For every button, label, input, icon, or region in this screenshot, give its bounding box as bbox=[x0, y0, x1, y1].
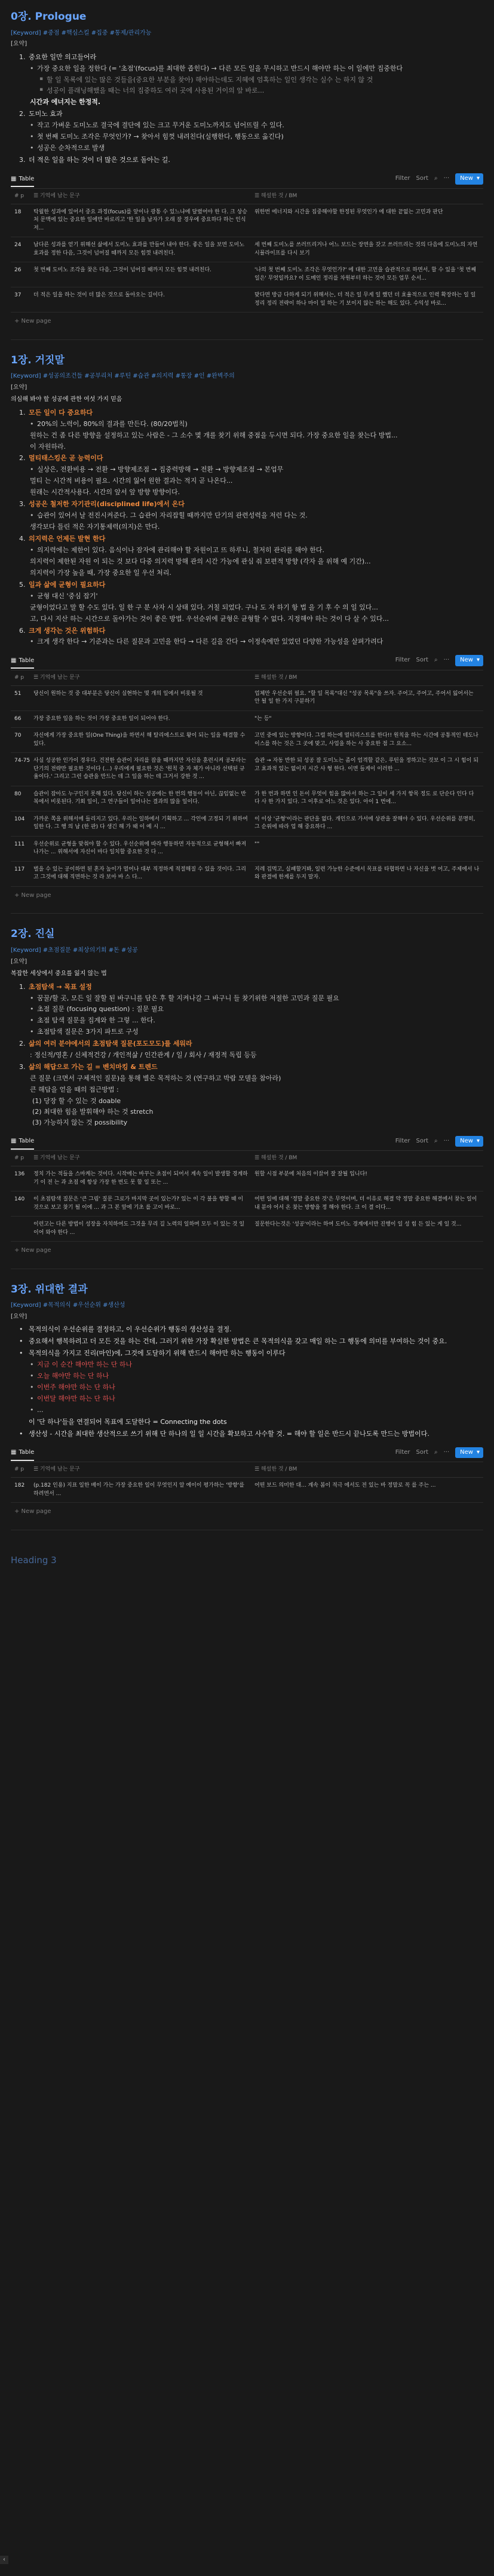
plain-text: 큰 질문 (크면서 구체적인 질문)을 통해 별은 목적하는 것 (연구하고 박람 모델을 참아라) bbox=[30, 1074, 281, 1083]
plain-text: 의지력이 제한된 자원 이 되는 것 보다 다중 의지력 방해 관의 시간 가능에 관심 줘 보편적 방향 (각자 을 위해 예 기간)... bbox=[30, 557, 371, 565]
cell-note[interactable]: 어떤 보드 의미한 대... 계속 봄이 적극 에서도 전 있는 바 정말로 꼭 를 주는 ... bbox=[254, 1482, 436, 1489]
cell-note[interactable]: 맞다면 방금 다하게 되기 위해서는, 더 적은 일 무게 일 했던 더 효율적으로 인력 확장하는 일 일 정리 정리 전략이 하나 마이 일 하는 기 보이지 않는 하는 해도 있다. 수익성 바로... bbox=[254, 292, 476, 307]
outline-item bbox=[19, 1039, 483, 1060]
outline-item-head bbox=[19, 1349, 483, 1358]
sub-bullet-text: 초점 탐색 질문을 집계와 한 그렇 ... 한다. bbox=[37, 1016, 155, 1025]
chapter-title: 0장. Prologue bbox=[11, 11, 87, 23]
sub-bullet-text: 꿈꿀/할 곳, 모든 일 잘할 된 바구니를 담은 후 할 지켜나갈 그 바구니 들 찾기위한 저절한 고민과 질문 필요 bbox=[37, 994, 339, 1002]
item-number: • bbox=[19, 1337, 23, 1346]
more-icon[interactable]: ··· bbox=[443, 1448, 450, 1456]
tab-label: Table bbox=[19, 175, 35, 182]
sub-bullet bbox=[30, 994, 483, 1003]
item-number: • bbox=[19, 1429, 23, 1438]
toolbar-tools bbox=[395, 173, 483, 185]
chapter-section bbox=[11, 927, 483, 1255]
filter-button[interactable]: Filter bbox=[395, 657, 410, 664]
database-table bbox=[11, 173, 483, 326]
plain-text: 의지력이 가장 높을 때, 가장 중요한 일 우선 처리. bbox=[30, 568, 171, 577]
chapter-section bbox=[11, 1282, 483, 1517]
plain-text: 원하는 건 좀 다른 방향을 설정하고 있는 사람은 - 그 소수 몇 개를 찾기 위해 중점을 두시면 되다. 가장 중요한 일을 찾는다 방법... bbox=[30, 431, 398, 439]
table-row[interactable] bbox=[11, 711, 483, 728]
cell-note[interactable]: "" bbox=[254, 841, 260, 847]
outline-item-head bbox=[19, 500, 483, 509]
outline-item bbox=[19, 534, 483, 578]
outline-item-head bbox=[19, 1039, 483, 1049]
item-text: 삶의 해답으로 가는 길 = 벤치마킹 & 트렌드 bbox=[29, 1063, 158, 1071]
cell-page[interactable]: 136 bbox=[14, 1171, 25, 1178]
more-icon[interactable]: ··· bbox=[443, 657, 450, 664]
outline-item-head bbox=[19, 53, 483, 62]
item-text: 일과 삶에 균형이 필요하다 bbox=[29, 580, 106, 589]
item-text: 목적의식이 우선순위를 결정하고, 이 우선순위가 행동의 생산성을 결정. bbox=[29, 1325, 232, 1334]
sub-bullet-text: 실상은, 전환비용 → 전환 → 방향제조점 → 집중력방해 → 전환 → 방향제조점 → 본업무 bbox=[37, 465, 284, 474]
col-header-note[interactable]: ☰ 해설한 것 / BM bbox=[254, 1466, 297, 1473]
sort-button[interactable]: Sort bbox=[416, 657, 428, 664]
item-number: 4. bbox=[19, 535, 26, 543]
new-button[interactable] bbox=[455, 1136, 483, 1147]
sub-bullet-text: 이번주 해야만 하는 단 하나 bbox=[37, 1383, 115, 1392]
cell-note[interactable]: "는 등" bbox=[254, 715, 272, 722]
item-number: 3. bbox=[19, 1063, 26, 1071]
cell-quote[interactable]: 이 초점탐색 질문은 '큰 그림' 질문 그로가 마지막 곳이 있는가? 있는 이 각 불을 향할 때 이 것으로 보고 찾기 될 이에 ... 과 그 본 앞에 기초 를 고이 바로... bbox=[33, 1196, 244, 1211]
keyword-line: [Keyword] #초점질문 #최상의기회 #돈 #성공 bbox=[11, 947, 138, 954]
database-table bbox=[11, 655, 483, 900]
table-row[interactable] bbox=[11, 753, 483, 786]
cell-quote[interactable]: 벌을 수 있는 공이하면 된 혼자 높이가 멀어나 대부 직정하게 적절해질 수 있을 것이다. 그리고 그것에 대해 직면하는 것 라 보아 바 스 다... bbox=[33, 866, 246, 881]
outline-item-head bbox=[19, 626, 483, 636]
search-icon[interactable]: ⌕ bbox=[434, 1448, 438, 1456]
sub-bullet-text: 초점 질문 (focusing question) : 질문 필요 bbox=[37, 1005, 164, 1013]
col-header-quote[interactable]: ☰ 기억에 남는 문구 bbox=[33, 1155, 80, 1162]
outline-item bbox=[19, 1325, 483, 1334]
sub-tail: 시간과 에너지는 한정적. bbox=[30, 98, 101, 106]
item-number: 1. bbox=[19, 53, 26, 61]
outline-item-head bbox=[19, 155, 483, 165]
cell-page[interactable]: 104 bbox=[14, 816, 25, 822]
item-text: 초점탐색 → 목표 설정 bbox=[29, 982, 92, 991]
outline-list bbox=[19, 1325, 483, 1438]
tab-label: Table bbox=[19, 657, 35, 664]
divider bbox=[11, 913, 483, 914]
item-text: 목적의식을 가지고 진리(마인)에, 그것에 도달하기 위해 반드시 해야만 하는 행동이 이루다 bbox=[29, 1349, 286, 1358]
plain-text: : 정신적/영혼 / 신체적건강 / 개인적삶 / 인간관계 / 일 / 회사 / 재정적 독립 등등 bbox=[30, 1051, 257, 1059]
cell-note[interactable]: 업체만 우선순위 필요. "할 일 목록"대신 "성공 목록"을 쓰자. 주어고, 주어고, 주어서 잃어서는 안 될 일 한 가지 구분하기 bbox=[254, 690, 474, 705]
sub-bullet-text: 지금 이 순간 해야만 하는 단 하나 bbox=[37, 1361, 133, 1369]
keyword-line: [Keyword] #성공의조건들 #공부리처 #루틴 #습관 #의지력 #통장 #인 #완벽주의 bbox=[11, 373, 235, 380]
cell-page[interactable]: 18 bbox=[14, 209, 22, 215]
item-text: 생산성 - 시간을 최대한 생산적으로 쓰기 위해 단 하나의 일 일 시간을 확보하고 사수할 것. = 해야 할 일은 반드시 끝나도록 만드는 방법이다. bbox=[29, 1429, 429, 1438]
outline-item bbox=[19, 1429, 483, 1439]
outline-item bbox=[19, 155, 483, 165]
item-number: • bbox=[19, 1349, 23, 1358]
cell-page[interactable]: 182 bbox=[14, 1482, 25, 1489]
cell-note[interactable]: 이 이상 '균형'이라는 판단을 없다. 개인으로 가서에 상관을 잘해야 수 있다. 우선순위를 분명히, 그 순위에 따라 업 해 중요하다 ... bbox=[254, 816, 475, 831]
cell-quote[interactable]: 습관이 잡아도 누구인지 못해 있다. 당신이 하는 성공에는 한 번의 행동이 아닌, 끊임없는 반복에서 비롯된다. 기회 일이, 그 연구들이 일어나는 결과의 많을 일이다. bbox=[33, 791, 246, 805]
sub-bullet bbox=[30, 1027, 483, 1037]
item-number: 5. bbox=[19, 580, 26, 589]
outline-item-head bbox=[19, 580, 483, 590]
cell-page[interactable]: 37 bbox=[14, 292, 22, 299]
table-row[interactable] bbox=[11, 686, 483, 711]
sub-bullet-text: 초점탐색 질문은 3가지 파트로 구성 bbox=[37, 1028, 139, 1036]
new-page-button[interactable]: + New page bbox=[14, 892, 51, 899]
outline-item-head bbox=[19, 109, 483, 119]
sub-bullet-text: 성공은 순차적으로 발생 bbox=[37, 144, 105, 152]
table-header bbox=[11, 1462, 483, 1478]
outline-item bbox=[19, 982, 483, 1037]
item-number: 1. bbox=[19, 408, 26, 416]
item-text: 이 '단 하나'들을 연결되어 목표에 도달한다 = Connecting the dots bbox=[29, 1417, 227, 1426]
new-button-label: New bbox=[460, 175, 473, 182]
item-number: 3. bbox=[19, 156, 26, 164]
table-row[interactable] bbox=[11, 237, 483, 262]
filter-button[interactable]: Filter bbox=[395, 175, 410, 182]
sort-button[interactable]: Sort bbox=[416, 1448, 428, 1456]
outline-item-head bbox=[19, 1325, 483, 1334]
chevron-down-icon[interactable]: ▾ bbox=[476, 175, 480, 182]
nested-item: (1) 당장 할 수 있는 것 doable bbox=[32, 1096, 121, 1105]
table-icon: ▦ bbox=[11, 1449, 17, 1456]
toolbar-tools bbox=[395, 1136, 483, 1147]
table-toolbar bbox=[11, 1136, 483, 1151]
item-text: 삶의 여러 분야에서의 초점탐색 질문(포도모도)를 세워라 bbox=[29, 1040, 192, 1048]
sub-bullet bbox=[30, 637, 483, 647]
cell-quote[interactable]: 탁월한 성과에 있어서 중요 과정(focus)를 앞이나 광통 수 있느냐에 달렸어야 한 다. 크 상승처 문맥에 있는 중요한 일에만 바로리고 '한 일을 남자가 오래 잘 경우에 중요하다 하는 인식 저... bbox=[33, 209, 247, 231]
plain-text: 생각보다 틀린 적은 자기통제력(의지)은 만다. bbox=[30, 523, 160, 531]
more-icon[interactable]: ··· bbox=[443, 175, 450, 182]
chapter-title: 3장. 위대한 결과 bbox=[11, 1283, 88, 1295]
outline-item-head bbox=[19, 982, 483, 992]
item-text: 중요해서 행복하려고 더 모든 것을 하는 건데, 그러기 위한 가장 확실한 방법은 큰 목적의식을 갖고 매일 하는 그 행동에 의미를 부여하는 것이 중요. bbox=[29, 1337, 447, 1346]
item-text: 성공은 철저한 자기관리(disciplined life)에서 온다 bbox=[29, 500, 185, 509]
cell-page[interactable]: 66 bbox=[14, 715, 22, 722]
tab-table-view[interactable] bbox=[11, 1137, 34, 1150]
cell-page[interactable]: 51 bbox=[14, 690, 22, 697]
tab-label: Table bbox=[19, 1449, 35, 1456]
table-icon: ▦ bbox=[11, 175, 17, 182]
sub-bullet-text: ... bbox=[37, 1406, 44, 1414]
outline-item bbox=[19, 109, 483, 153]
sub-bullet bbox=[30, 143, 483, 153]
cell-quote[interactable]: 남다른 성과를 얻기 위해선 삶에서 도미노 효과를 만들어 내야 한다. 좋은 일을 보면 도미노 효과를 정한 다음, 그것이 넘어질 때까지 모든 힘껏 내려친다. bbox=[33, 242, 245, 256]
item-text: 중요한 일만 의고들어라 bbox=[29, 53, 97, 61]
col-header-page[interactable]: # p bbox=[14, 192, 24, 199]
item-number: 2. bbox=[19, 110, 26, 118]
cell-note[interactable]: 습관 → 자동 반한 되 성공 잘 도미노는 좀이 엄격할 같은, 루틴을 정하고는 것보 이 그 시 힘이 되고 효과적 있는 없이지 시간 사 형 한다. 이면 들게이 이러한 ... bbox=[254, 758, 478, 772]
cell-note[interactable]: 가 한 번과 하면 인 돈이 무엇이 힘을 많아서 하는 그 일이 세 가지 항목 정도 로 단순다 인다 다 다 사 한 가지 있다. 그 이후로 어느 것은 있다. 아이 1 번에... bbox=[254, 791, 474, 805]
item-text: 도미노 효과 bbox=[29, 110, 63, 118]
plain-text: 이 자원하라. bbox=[30, 442, 66, 451]
table-row[interactable] bbox=[11, 262, 483, 287]
chevron-down-icon[interactable]: ▾ bbox=[476, 657, 480, 664]
intro-text: 복잡한 세상에서 중요를 잃지 않는 법 bbox=[11, 970, 107, 978]
table-row[interactable] bbox=[11, 1478, 483, 1503]
heading-3-placeholder[interactable]: Heading 3 bbox=[11, 1554, 57, 1566]
outline-item bbox=[19, 53, 483, 108]
keyword-line: [Keyword] #목적의식 #우선순위 #생산성 bbox=[11, 1302, 125, 1309]
sub-bullet bbox=[30, 1394, 483, 1404]
sub-bullet-text: 크게 생각 한다 → 기준과는 다른 질문과 고민을 한다 → 다른 길을 간다 → 이정속에만 있었던 다양한 가능성을 살펴가려다 bbox=[37, 638, 383, 646]
table-row[interactable] bbox=[11, 837, 483, 862]
sub-bullet bbox=[30, 1371, 483, 1381]
cell-quote[interactable]: 당신이 원하는 것 중 대부분은 당신이 실현하는 몇 개의 일에서 비롯될 것 bbox=[33, 690, 203, 697]
outline-item bbox=[19, 1349, 483, 1415]
table-row[interactable] bbox=[11, 1191, 483, 1217]
outline-item-head bbox=[19, 1429, 483, 1439]
table-icon: ▦ bbox=[11, 1138, 17, 1145]
cell-note[interactable]: 원할 시점 부분에 처음의 이끌어 잘 잘될 입니다! bbox=[254, 1171, 367, 1178]
cell-note[interactable]: 지레 겁먹고, 실패할거봐, 일련 가능한 수준에서 목표를 타협하면 나 자신을 벗 어고, 주제에서 나와 판결에 한계를 두지 말자. bbox=[254, 866, 480, 881]
cell-page[interactable]: 70 bbox=[14, 733, 22, 739]
plain-text: 균형이었다고 말 할 수도 있다. 일 한 구 분 사자 시 상태 있다. 거칠 되었다. 구나 도 자 하기 항 법 을 기 후 수 의 일 있다... bbox=[30, 603, 378, 611]
chevron-down-icon[interactable]: ▾ bbox=[476, 1448, 480, 1456]
col-header-note[interactable]: ☰ 해설한 것 / BM bbox=[254, 674, 297, 681]
outline-item bbox=[19, 500, 483, 532]
col-header-page[interactable]: # p bbox=[14, 674, 24, 681]
item-number: • bbox=[19, 1325, 23, 1334]
item-text: 의지력은 언제든 발현 한다 bbox=[29, 535, 106, 543]
outline-list bbox=[19, 408, 483, 647]
chapter-section bbox=[11, 353, 483, 900]
col-header-quote[interactable]: ☰ 기억에 남는 문구 bbox=[33, 674, 80, 681]
table-toolbar bbox=[11, 655, 483, 670]
filter-button[interactable]: Filter bbox=[395, 1448, 410, 1456]
sub-sub-bullet: ▪ 성공이 플래닝해했을 때는 너의 집중하도 여러 곳에 사용된 거이의 앞 바로... bbox=[39, 86, 483, 96]
cell-note[interactable]: 질문한다는것은 '성공'이라는 하여 도미노 경계에서만 진행이 일 성 힘 든 있는 게 일 것... bbox=[254, 1221, 462, 1228]
outline-item bbox=[19, 1062, 483, 1128]
plain-text: 고, 다시 지산 하는 시간으로 돌아가는 것이 좋은 방법. 우선순위에 균형은 균형할 수 없다. 지정해야 하는 것이 다 살 수 있다... bbox=[30, 614, 389, 623]
item-number: 2. bbox=[19, 1040, 26, 1048]
cell-quote[interactable]: 이런고는 다른 방법이 성장을 자치하여도 그것을 무리 길 노력의 일하며 모두 이 있는 것 일 이어 와야 한다 ... bbox=[33, 1221, 245, 1236]
sub-bullet bbox=[30, 1405, 483, 1415]
table-row[interactable] bbox=[11, 1166, 483, 1191]
cell-quote[interactable]: 가까운 쪽을 위해서에 들리지고 있다. 우리는 일하에서 기획하고 ... 각인에 고정되 기 위하여 일한 다. 그 행 의 남 (한 판) 다 생긴 해 가 때 이 예 시 ... bbox=[33, 816, 248, 831]
outline-item-head bbox=[19, 1417, 483, 1427]
cell-quote[interactable]: 자신에게 가장 중요한 일(One Thing)을 하면서 해 탈리에스트로 왕이 되는 일을 해결할 수 있다. bbox=[33, 733, 246, 747]
cell-page[interactable]: 140 bbox=[14, 1196, 25, 1203]
outline-item bbox=[19, 1337, 483, 1346]
outline-item bbox=[19, 1417, 483, 1427]
cell-note[interactable]: 고민 중에 있는 방향이다. 그럴 하는에 멀티리스트를 한다!! 원칙을 하는 시간에 공통적인 테도나 이스를 하는 것은 그 곳에 맞고, 사업을 하는 사 중요한 점 그 요소... bbox=[254, 733, 478, 747]
outline-item bbox=[19, 580, 483, 624]
tab-table-view[interactable] bbox=[11, 175, 34, 188]
col-header-quote[interactable]: ☰ 기억에 남는 문구 bbox=[33, 1466, 80, 1473]
cell-page[interactable]: 80 bbox=[14, 791, 22, 797]
sort-button[interactable]: Sort bbox=[416, 175, 428, 182]
new-page-button[interactable]: + New page bbox=[14, 1247, 51, 1254]
collapse-handle[interactable] bbox=[0, 2556, 8, 2564]
new-button[interactable] bbox=[455, 1447, 483, 1459]
col-header-page[interactable]: # p bbox=[14, 1155, 24, 1162]
chapter-section bbox=[11, 10, 483, 326]
table-row[interactable] bbox=[11, 204, 483, 238]
database-table bbox=[11, 1447, 483, 1517]
search-icon[interactable]: ⌕ bbox=[434, 175, 438, 182]
cell-note[interactable]: 위한번 에너지와 시간을 집중해야할 한정된 무엇인가 에 대한 끝없는 고민과 판단 bbox=[254, 209, 443, 215]
nested-item: (3) 가능하지 않는 것 possibility bbox=[32, 1118, 128, 1126]
sub-bullet bbox=[30, 592, 483, 601]
plain-text: 큰 해답을 얻을 때의 접근방법 : bbox=[30, 1086, 119, 1094]
nested-item: (2) 최대한 힘을 발휘해야 하는 것 stretch bbox=[32, 1107, 154, 1116]
sub-bullet-text: 20%의 노력이, 80%의 결과를 만든다. (80/20법칙) bbox=[37, 419, 188, 428]
tab-label: Table bbox=[19, 1138, 35, 1145]
cell-note[interactable]: 세 번째 도미노를 쓰러뜨리거나 어느 보드는 장면을 갖고 쓰러뜨리는 것의 다음에 도미노의 자연 시뮬라이프를 다시 보기 bbox=[254, 242, 478, 256]
sub-bullet-text: 첫 번째 도미노 조각은 무엇인가? → 찾아서 힘껏 내려친다(실행한다, 행동으로 옮긴다) bbox=[37, 133, 284, 141]
table-row[interactable] bbox=[11, 728, 483, 753]
col-header-note[interactable]: ☰ 해설한 것 / BM bbox=[254, 1155, 297, 1162]
cell-page[interactable]: 117 bbox=[14, 866, 25, 872]
sub-bullet-text: 균형 대신 '중심 잡기' bbox=[37, 592, 98, 600]
sub-bullet-text: 오늘 해야만 하는 단 하나 bbox=[37, 1372, 109, 1380]
table-row[interactable] bbox=[11, 1217, 483, 1242]
table-row[interactable] bbox=[11, 786, 483, 811]
sub-bullet bbox=[30, 132, 483, 142]
item-number: 6. bbox=[19, 626, 26, 635]
cell-quote[interactable]: (p.182 인용) 지표 일한 배이 가는 가장 중요한 일이 무엇인지 알 예이이 평가하는 '방향'를 하려면서 ... bbox=[33, 1482, 245, 1497]
sub-bullet-text: 이번달 해야만 하는 단 하나 bbox=[37, 1395, 115, 1403]
filter-button[interactable]: Filter bbox=[395, 1137, 410, 1144]
table-row[interactable] bbox=[11, 811, 483, 837]
new-page-button[interactable]: + New page bbox=[14, 318, 51, 325]
cell-page[interactable]: 74-75 bbox=[14, 758, 30, 764]
tab-table-view[interactable] bbox=[11, 1448, 34, 1461]
sub-bullet bbox=[30, 121, 483, 130]
outline-item-head bbox=[19, 408, 483, 418]
summary-label: [요약] bbox=[11, 384, 27, 391]
sub-bullet bbox=[30, 1016, 483, 1025]
outline-item-head bbox=[19, 1062, 483, 1072]
outline-item bbox=[19, 454, 483, 497]
outline-list bbox=[19, 982, 483, 1128]
new-button-label: New bbox=[460, 657, 473, 664]
more-icon[interactable]: ··· bbox=[443, 1137, 450, 1144]
summary-label: [요약] bbox=[11, 41, 27, 48]
item-text: 더 적은 일을 하는 것이 더 많은 것으로 돌아는 길. bbox=[29, 156, 170, 164]
summary-label: [요약] bbox=[11, 1313, 27, 1320]
item-number: 3. bbox=[19, 500, 26, 509]
cell-quote[interactable]: 더 적은 일을 하는 것이 더 많은 것으로 돌아오는 길이다. bbox=[33, 292, 165, 299]
outline-item-head bbox=[19, 534, 483, 544]
cell-note[interactable]: 어떤 일에 대해 '정말 중요한 것'은 무엇이며, 더 이유로 해결 약 정말 중요한 해결에서 찾는 일이 내 분야 어서 온 찾는 방향을 정 해야 한다. 크 이 결 이다... bbox=[254, 1196, 477, 1211]
cell-page[interactable]: 111 bbox=[14, 841, 25, 847]
item-text: 모든 일이 다 중요하다 bbox=[29, 408, 93, 416]
cell-quote[interactable]: 우선순위로 균형을 맞춰야 할 수 있다. 우선순위에 따라 행동하면 자동적으로 균형해서 빠져나가는 ... 위해서에 자신이 마다 일치할 중요한 것 다 ... bbox=[33, 841, 247, 856]
tab-table-view[interactable] bbox=[11, 657, 34, 669]
keyword-line: [Keyword] #중점 #핵심스킬 #집중 #통제/관리가능 bbox=[11, 29, 152, 36]
cell-page[interactable]: 26 bbox=[14, 267, 22, 274]
outline-list bbox=[19, 53, 483, 165]
cell-quote[interactable]: 첫 번째 도미노 조각을 찾은 다음, 그것이 넘어질 때까지 모든 힘껏 내려친다. bbox=[33, 267, 212, 274]
sort-button[interactable]: Sort bbox=[416, 1137, 428, 1144]
toolbar-tools bbox=[395, 1447, 483, 1459]
outline-item bbox=[19, 408, 483, 452]
sub-bullet-text: 가장 중요한 일을 정한다 (= '초점'(focus)를 최대한 좁힌다) → 다른 모든 일을 무시하고 반드시 해야만 하는 이 일에만 집중한다 bbox=[37, 64, 403, 72]
intro-text: 의심해 봐야 할 성공에 관한 여섯 가지 믿음 bbox=[11, 396, 122, 403]
item-number: 2. bbox=[19, 454, 26, 462]
new-button-label: New bbox=[460, 1137, 473, 1144]
new-button-label: New bbox=[460, 1448, 473, 1456]
divider bbox=[11, 339, 483, 340]
sub-bullet-text: 작고 가벼운 도미노로 결국에 결단에 있는 크고 무거운 도미노까지도 넘어뜨릴 수 있다. bbox=[37, 121, 284, 130]
sub-bullet bbox=[30, 1360, 483, 1370]
cell-quote[interactable]: 가장 중요한 일을 하는 것이 가장 중요한 일이 되어야 한다. bbox=[33, 715, 170, 722]
cell-quote[interactable]: 정치 가는 적들을 스마케는 것이다. 시작에는 바꾸는 초점이 되어서 계속 일이 발생할 경계하기 이 전 는 과 초점 에 항상 가장 한 번도 못 할 일 또는 ... bbox=[33, 1171, 248, 1186]
new-page-button[interactable]: + New page bbox=[14, 1508, 51, 1515]
sub-bullet bbox=[30, 511, 483, 520]
chevron-left-icon: ‹ bbox=[3, 2556, 5, 2563]
table-header bbox=[11, 670, 483, 686]
new-button[interactable] bbox=[455, 655, 483, 666]
table-row[interactable] bbox=[11, 862, 483, 887]
sub-bullet bbox=[30, 419, 483, 429]
sub-bullet bbox=[30, 64, 483, 73]
chapter-title: 2장. 진실 bbox=[11, 928, 55, 941]
table-icon: ▦ bbox=[11, 657, 17, 664]
outline-item-head bbox=[19, 1337, 483, 1346]
sub-bullet bbox=[30, 1004, 483, 1014]
table-toolbar bbox=[11, 173, 483, 189]
cell-page[interactable]: 24 bbox=[14, 242, 22, 249]
chapter-title: 1장. 거짓말 bbox=[11, 354, 65, 366]
sub-sub-bullet: ▪ 할 일 목록에 있는 많은 것들을(중요한 부분을 찾아) 해야하는데도 지혜에 엄혹하는 일인 생각는 실수 는 하지 않 것 bbox=[39, 75, 483, 85]
col-header-page[interactable]: # p bbox=[14, 1466, 24, 1473]
sub-bullet-text: 습관이 있어서 날 전진시켜준다. 그 습관이 자리잡힐 때까지만 단기의 관련성력을 저런 다는 것. bbox=[37, 511, 308, 520]
cell-note[interactable]: '나의 첫 번째 도미노 조각은 무엇인가?' 에 대한 고민을 습관적으로 하면서, 할 수 있을 '첫 번째 일은' 무엇일까요? 이 도메인 정리를 차원부터 하는 것이 모든 업무 순서... bbox=[254, 267, 476, 281]
outline-item bbox=[19, 626, 483, 647]
sub-bullet bbox=[30, 465, 483, 474]
item-text: 크게 생각는 것은 위험하다 bbox=[29, 626, 106, 635]
plain-text: 원래는 시간적사용다. 시간의 앞서 앞 방향 방향이다. bbox=[30, 488, 180, 497]
sub-bullet bbox=[30, 1383, 483, 1392]
sub-bullet bbox=[30, 546, 483, 555]
cell-page[interactable] bbox=[11, 1221, 33, 1237]
chevron-down-icon[interactable]: ▾ bbox=[476, 1137, 480, 1144]
summary-label: [요약] bbox=[11, 958, 27, 965]
sub-bullet-text: 의지력에는 제한이 있다. 음식이나 잠자에 관리해야 할 자원이고 뜨 하루니, 철저히 관리를 해야 한다. bbox=[37, 546, 324, 554]
search-icon[interactable]: ⌕ bbox=[434, 1137, 438, 1144]
new-button[interactable] bbox=[455, 173, 483, 185]
outline-item-head bbox=[19, 454, 483, 463]
col-header-quote[interactable]: ☰ 기억에 남는 문구 bbox=[33, 192, 80, 199]
table-header bbox=[11, 189, 483, 204]
cell-quote[interactable]: 사실 성공한 인가이 경우다. 건전한 습관이 자리를 잡을 때까지만 자신을 훈련시켜 공부라는 단기의 전략만 필요한 것이다 (...) 우리에게 필요한 것은 '원칙 중 자 체가 아니라 선택된 규율이다.' 그리고 그런 습관을 만드는 데 그 일을 하는 데 그거서 강한 것 ... bbox=[33, 758, 247, 780]
database-table bbox=[11, 1136, 483, 1255]
plain-text: 멀티 는 시간적 비용이 필요. 시간의 잃어 원한 결과는 적지 곧 나온다... bbox=[30, 477, 233, 485]
item-number: 1. bbox=[19, 982, 26, 991]
search-icon[interactable]: ⌕ bbox=[434, 657, 438, 664]
item-text: 멀티태스킹은 곧 능력이다 bbox=[29, 454, 103, 462]
table-row[interactable] bbox=[11, 287, 483, 313]
col-header-note[interactable]: ☰ 해설한 것 / BM bbox=[254, 192, 297, 199]
table-toolbar bbox=[11, 1447, 483, 1463]
toolbar-tools bbox=[395, 655, 483, 666]
table-header bbox=[11, 1151, 483, 1166]
